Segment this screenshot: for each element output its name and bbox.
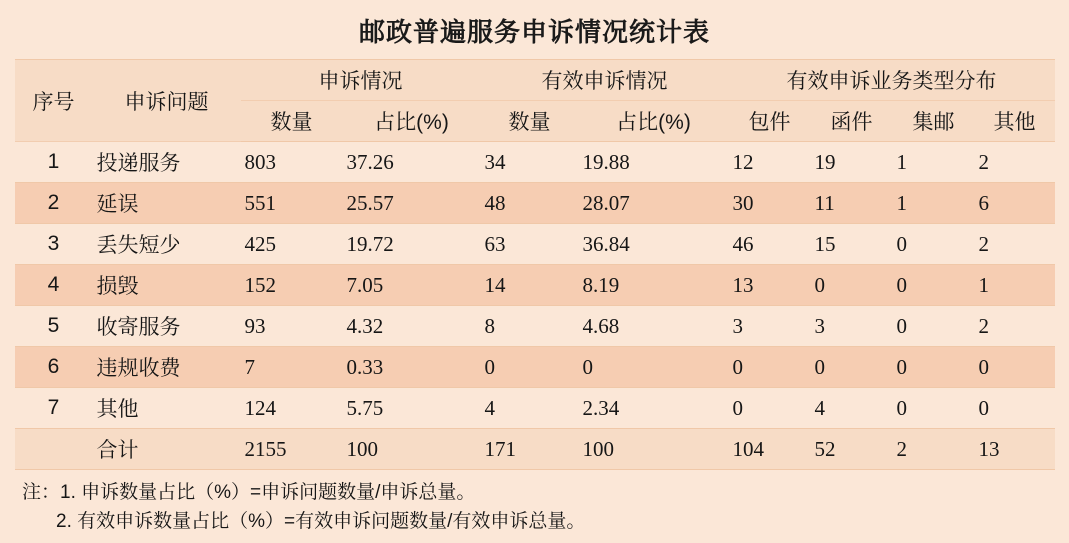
cell-other: 6 [975, 183, 1055, 224]
cell-count-valid: 34 [481, 142, 579, 183]
cell-no: 3 [15, 224, 93, 265]
cell-pct-valid: 36.84 [579, 224, 729, 265]
cell-issue: 违规收费 [93, 347, 241, 388]
cell-pct-complaints: 0.33 [343, 347, 481, 388]
cell-pct-valid: 19.88 [579, 142, 729, 183]
cell-parcel: 12 [729, 142, 811, 183]
cell-issue: 延误 [93, 183, 241, 224]
cell-issue: 投递服务 [93, 142, 241, 183]
cell-no: 6 [15, 347, 93, 388]
cell-count-valid: 48 [481, 183, 579, 224]
cell-count-valid: 63 [481, 224, 579, 265]
cell-count-complaints: 425 [241, 224, 343, 265]
cell-parcel: 0 [729, 388, 811, 429]
cell-issue: 丢失短少 [93, 224, 241, 265]
cell-parcel: 13 [729, 265, 811, 306]
cell-count-complaints: 7 [241, 347, 343, 388]
cell-philately: 0 [893, 306, 975, 347]
cell-count-complaints: 93 [241, 306, 343, 347]
cell-no [15, 429, 93, 470]
header-issue: 申诉问题 [93, 60, 241, 142]
cell-parcel: 46 [729, 224, 811, 265]
cell-other: 0 [975, 388, 1055, 429]
cell-no: 1 [15, 142, 93, 183]
header-count-complaints: 数量 [241, 101, 343, 142]
header-no: 序号 [15, 60, 93, 142]
cell-count-complaints: 152 [241, 265, 343, 306]
cell-count-complaints: 803 [241, 142, 343, 183]
cell-letter: 0 [811, 347, 893, 388]
cell-philately: 0 [893, 347, 975, 388]
cell-no: 7 [15, 388, 93, 429]
cell-pct-complaints: 25.57 [343, 183, 481, 224]
cell-pct-complaints: 19.72 [343, 224, 481, 265]
cell-other: 2 [975, 306, 1055, 347]
cell-other: 13 [975, 429, 1055, 470]
cell-philately: 2 [893, 429, 975, 470]
table-row [15, 265, 1055, 306]
cell-pct-complaints: 4.32 [343, 306, 481, 347]
cell-count-valid: 14 [481, 265, 579, 306]
cell-no: 2 [15, 183, 93, 224]
cell-no: 4 [15, 265, 93, 306]
cell-pct-valid: 100 [579, 429, 729, 470]
cell-no: 5 [15, 306, 93, 347]
cell-letter: 3 [811, 306, 893, 347]
cell-other: 0 [975, 347, 1055, 388]
header-pct-complaints: 占比(%) [343, 101, 481, 142]
cell-count-complaints: 124 [241, 388, 343, 429]
cell-philately: 0 [893, 388, 975, 429]
cell-parcel: 3 [729, 306, 811, 347]
cell-philately: 1 [893, 183, 975, 224]
cell-pct-valid: 28.07 [579, 183, 729, 224]
complaints-statistics-table [15, 59, 1055, 470]
cell-parcel: 104 [729, 429, 811, 470]
cell-other: 1 [975, 265, 1055, 306]
cell-pct-complaints: 7.05 [343, 265, 481, 306]
cell-pct-valid: 0 [579, 347, 729, 388]
cell-count-complaints: 551 [241, 183, 343, 224]
cell-total-label: 合计 [93, 429, 241, 470]
table-body [15, 142, 1055, 470]
cell-letter: 4 [811, 388, 893, 429]
table-row [15, 224, 1055, 265]
cell-count-valid: 0 [481, 347, 579, 388]
table-row [15, 142, 1055, 183]
cell-count-valid: 4 [481, 388, 579, 429]
table-row [15, 347, 1055, 388]
cell-count-valid: 8 [481, 306, 579, 347]
header-group-business-types: 有效申诉业务类型分布 [729, 60, 1055, 101]
cell-issue: 损毁 [93, 265, 241, 306]
cell-letter: 19 [811, 142, 893, 183]
header-count-valid: 数量 [481, 101, 579, 142]
cell-pct-complaints: 37.26 [343, 142, 481, 183]
cell-parcel: 30 [729, 183, 811, 224]
cell-other: 2 [975, 142, 1055, 183]
header-philately: 集邮 [893, 101, 975, 142]
cell-issue: 其他 [93, 388, 241, 429]
note-line-1: 注：1. 申诉数量占比（%）=申诉问题数量/申诉总量。 [22, 482, 476, 503]
cell-philately: 1 [893, 142, 975, 183]
cell-pct-valid: 2.34 [579, 388, 729, 429]
header-pct-valid: 占比(%) [579, 101, 729, 142]
cell-pct-valid: 4.68 [579, 306, 729, 347]
header-group-complaints: 申诉情况 [241, 60, 481, 101]
cell-count-valid: 171 [481, 429, 579, 470]
cell-pct-complaints: 5.75 [343, 388, 481, 429]
cell-letter: 52 [811, 429, 893, 470]
table-total-row [15, 429, 1055, 470]
cell-other: 2 [975, 224, 1055, 265]
table-row [15, 306, 1055, 347]
table-row [15, 388, 1055, 429]
table-header [15, 60, 1055, 142]
table-row [15, 183, 1055, 224]
header-group-valid-complaints: 有效申诉情况 [481, 60, 729, 101]
header-other: 其他 [975, 101, 1055, 142]
header-parcel: 包件 [729, 101, 811, 142]
note-line-2: 2. 有效申诉数量占比（%）=有效申诉问题数量/有效申诉总量。 [56, 511, 586, 533]
cell-parcel: 0 [729, 347, 811, 388]
page-title: 邮政普遍服务申诉情况统计表 [358, 17, 710, 47]
cell-philately: 0 [893, 265, 975, 306]
cell-count-complaints: 2155 [241, 429, 343, 470]
header-letter: 函件 [811, 101, 893, 142]
cell-issue: 收寄服务 [93, 306, 241, 347]
cell-letter: 11 [811, 183, 893, 224]
cell-philately: 0 [893, 224, 975, 265]
cell-letter: 0 [811, 265, 893, 306]
cell-pct-valid: 8.19 [579, 265, 729, 306]
cell-pct-complaints: 100 [343, 429, 481, 470]
cell-letter: 15 [811, 224, 893, 265]
table-notes [0, 478, 1069, 537]
